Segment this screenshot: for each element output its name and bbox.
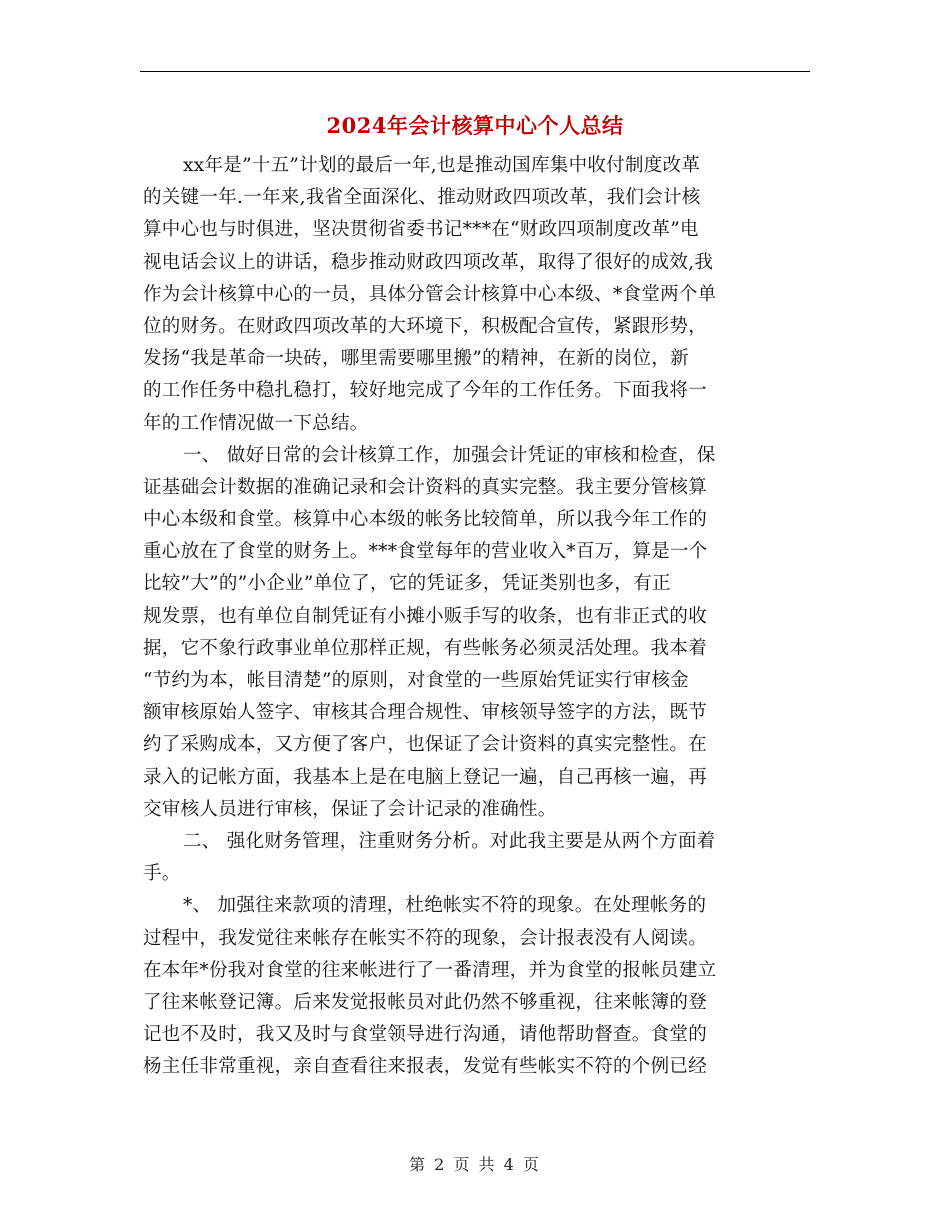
body-line: 额审核原始人签字、审核其合理合规性、审核领导签字的方法，既节	[143, 702, 708, 724]
body-line: 比较”大”的”小企业”单位了，它的凭证多，凭证类别也多，有正	[143, 573, 671, 595]
body-line: 了往来帐登记簿。后来发觉报帐员对此仍然不够重视，往来帐簿的登	[143, 991, 708, 1013]
document-title: 2024年会计核算中心个人总结	[326, 113, 624, 138]
body-line: “节约为本，帐目清楚”的原则，对食堂的一些原始凭证实行审核金	[143, 670, 689, 691]
body-line: 年的工作情况做一下总结。	[143, 412, 369, 434]
body-line: 证基础会计数据的准确记录和会计资料的真实完整。我主要分管核算	[143, 476, 708, 498]
body-line: xx年是”十五”计划的最后一年,也是推动国库集中收付制度改革	[183, 155, 701, 176]
body-line: 据，它不象行政事业单位那样正规，有些帐务必须灵活处理。我本着	[143, 637, 708, 659]
body-line: 约了采购成本，又方便了客户，也保证了会计资料的真实完整性。在	[143, 734, 708, 756]
body-line: 过程中，我发觉往来帐存在帐实不符的现象，会计报表没有人阅读。	[143, 927, 708, 949]
body-line: 重心放在了食堂的财务上。***食堂每年的营业收入*百万，算是一个	[143, 541, 708, 563]
body-line: 的工作任务中稳扎稳打，较好地完成了今年的工作任务。下面我将一	[143, 380, 708, 402]
body-line: 二、 强化财务管理，注重财务分析。对此我主要是从两个方面着	[183, 830, 716, 852]
header-rule	[140, 71, 810, 72]
body-line: 规发票，也有单位自制凭证有小摊小贩手写的收条，也有非正式的收	[143, 605, 708, 627]
page-number-footer: 第 2 页 共 4 页	[409, 1155, 541, 1174]
body-line: 交审核人员进行审核，保证了会计记录的准确性。	[143, 798, 557, 820]
body-line: 手。	[143, 863, 181, 885]
body-line: *、 加强往来款项的清理，杜绝帐实不符的现象。在处理帐务的	[183, 895, 707, 917]
body-line: 录入的记帐方面，我基本上是在电脑上登记一遍，自己再核一遍，再	[143, 766, 708, 788]
body-line: 在本年*份我对食堂的往来帐进行了一番清理，并为食堂的报帐员建立	[143, 959, 717, 981]
body-line: 中心本级和食堂。核算中心本级的帐务比较简单，所以我今年工作的	[143, 509, 708, 531]
body-line: 视电话会议上的讲话，稳步推动财政四项改革，取得了很好的成效,我	[143, 251, 714, 273]
body-line: 位的财务。在财政四项改革的大环境下，积极配合宣传，紧跟形势，	[143, 315, 708, 337]
document-body	[143, 150, 809, 1083]
body-line: 一、 做好日常的会计核算工作，加强会计凭证的审核和检查，保	[183, 444, 716, 466]
body-line: 记也不及时，我又及时与食堂领导进行沟通，请他帮助督查。食堂的	[143, 1024, 708, 1046]
body-line: 杨主任非常重视，亲自查看往来报表，发觉有些帐实不符的个例已经	[143, 1056, 708, 1078]
body-line: 算中心也与时俱进，坚决贯彻省委书记***在“财政四项制度改革”电	[143, 219, 699, 241]
body-line: 的关键一年.一年来,我省全面深化、推动财政四项改革，我们会计核	[143, 187, 701, 209]
body-line: 作为会计核算中心的一员，具体分管会计核算中心本级、*食堂两个单	[143, 283, 717, 305]
body-line: 发扬“我是革命一块砖，哪里需要哪里搬”的精神，在新的岗位，新	[143, 348, 689, 370]
